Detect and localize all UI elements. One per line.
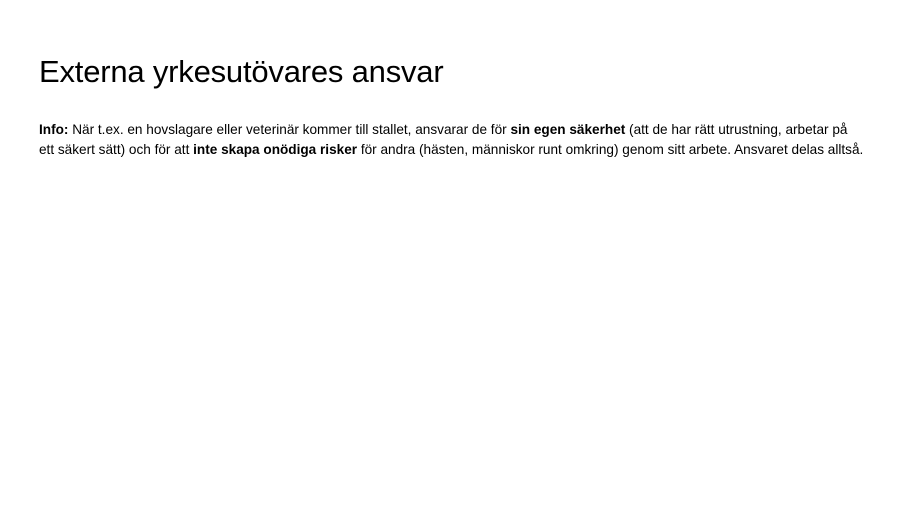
info-text-part-2: (att de har rätt utrustning, arbetar på ett säkert sätt) och för att xyxy=(39,122,848,157)
info-text-part-3: för andra (hästen, människor runt omkring) genom sitt arbete. Ansvaret delas alltså. xyxy=(357,141,864,157)
info-text-part-1: När t.ex. en hovslagare eller veterinär kommer till stallet, ansvarar de för xyxy=(68,122,511,137)
info-paragraph xyxy=(39,120,864,159)
info-label: Info: xyxy=(39,122,69,137)
slide-title: Externa yrkesutövares ansvar xyxy=(39,54,444,89)
info-emphasis-no-risks: inte skapa onödiga risker xyxy=(193,141,358,157)
info-emphasis-own-safety: sin egen säkerhet xyxy=(510,122,626,137)
